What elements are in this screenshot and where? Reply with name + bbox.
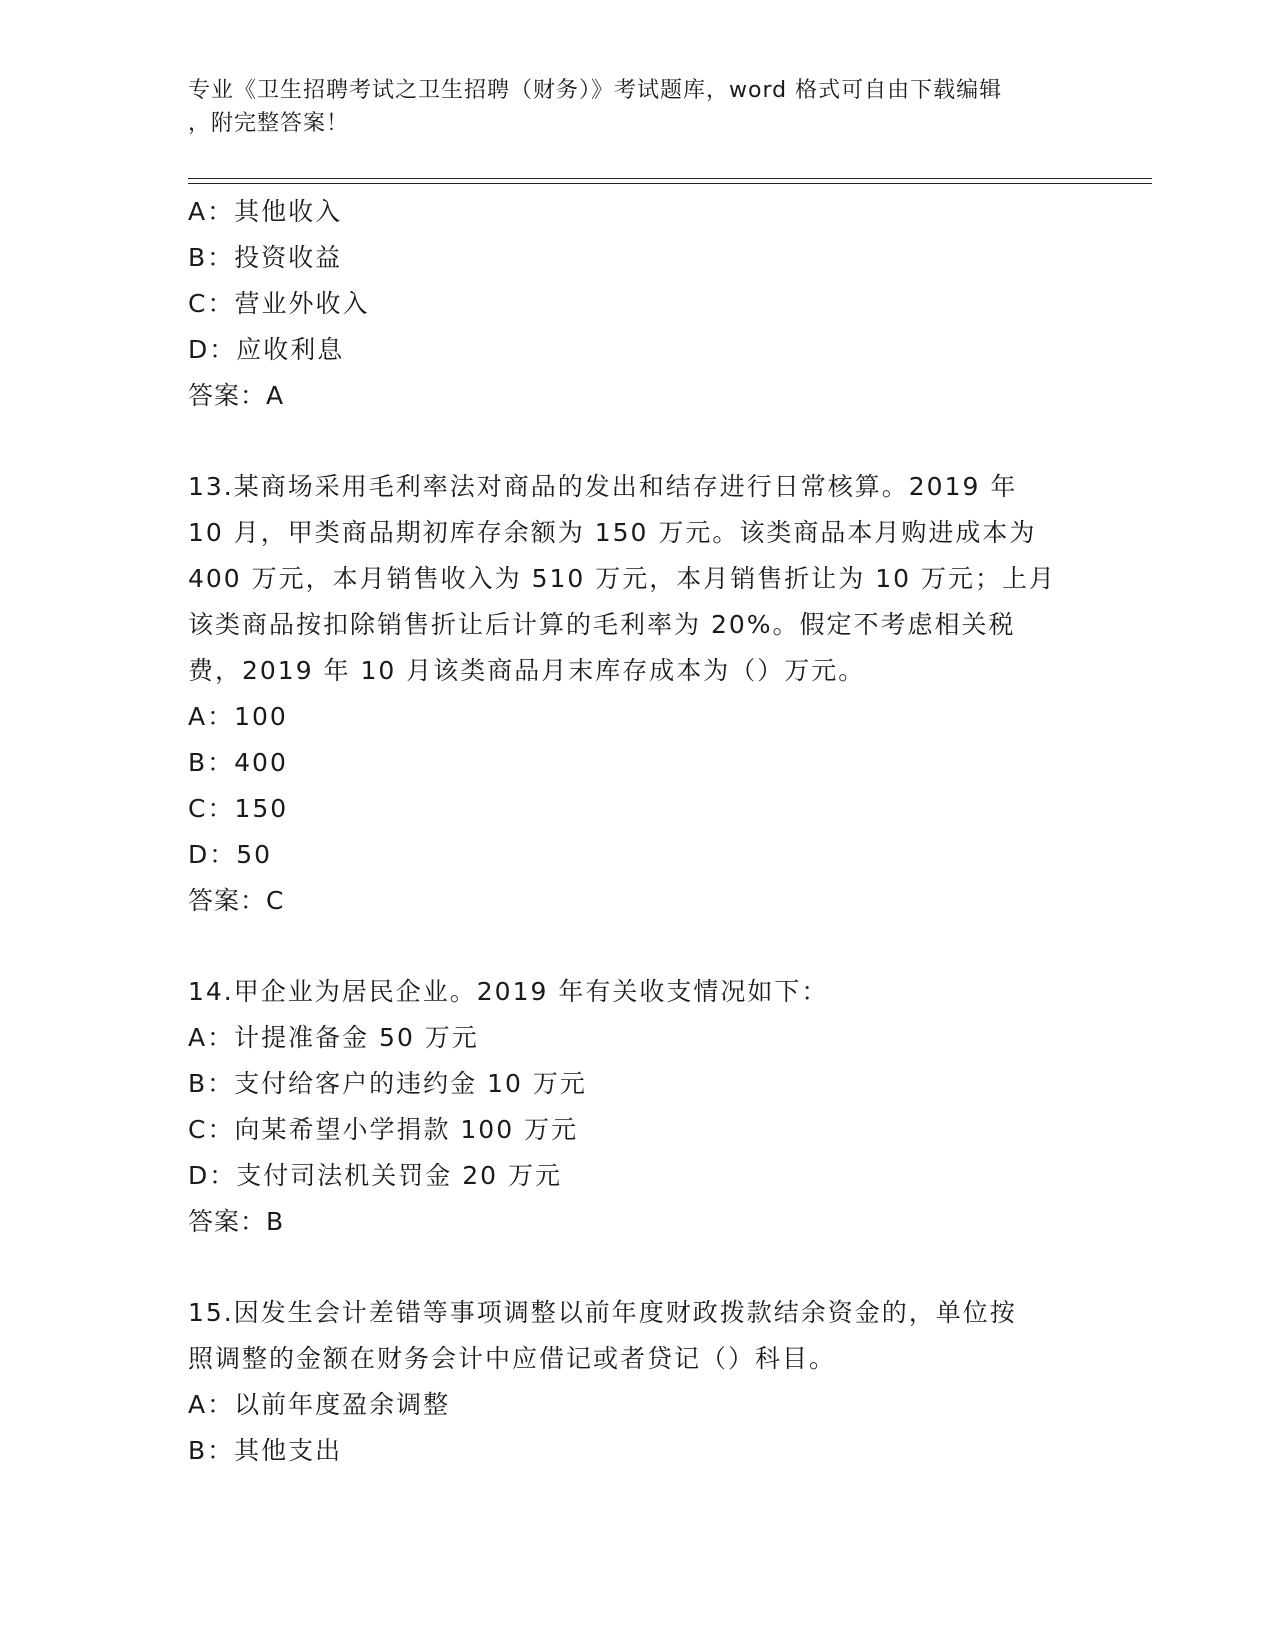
document-header	[188, 74, 1068, 140]
question-12	[188, 189, 1088, 419]
document-body	[188, 189, 1088, 1474]
option-b: B：支付给客户的违约金 10 万元	[188, 1069, 587, 1098]
option-c: C：营业外收入	[188, 289, 370, 318]
spacer	[188, 1245, 1088, 1290]
spacer	[188, 924, 1088, 969]
question-text-line: 10 月，甲类商品期初库存余额为 150 万元。该类商品本月购进成本为	[188, 518, 1037, 547]
question-text-line: 15.因发生会计差错等事项调整以前年度财政拨款结余资金的，单位按	[188, 1298, 1017, 1327]
header-divider-bottom	[188, 183, 1152, 184]
answer: 答案：B	[188, 1207, 285, 1236]
question-text-line: 照调整的金额在财务会计中应借记或者贷记（）科目。	[188, 1344, 837, 1373]
option-b: B：投资收益	[188, 243, 343, 272]
question-text-line: 400 万元，本月销售收入为 510 万元，本月销售折让为 10 万元；上月	[188, 564, 1056, 593]
option-a: A：计提准备金 50 万元	[188, 1023, 479, 1052]
question-text-line: 费，2019 年 10 月该类商品月末库存成本为（）万元。	[188, 656, 866, 685]
spacer	[188, 419, 1088, 464]
option-a: A：其他收入	[188, 197, 343, 226]
option-b: B：其他支出	[188, 1436, 343, 1465]
question-15	[188, 1290, 1088, 1474]
question-14	[188, 969, 1088, 1245]
option-a: A：以前年度盈余调整	[188, 1390, 451, 1419]
header-line-1: 专业《卫生招聘考试之卫生招聘（财务）》考试题库，word 格式可自由下载编辑	[188, 78, 1003, 103]
question-text-line: 该类商品按扣除销售折让后计算的毛利率为 20%。假定不考虑相关税	[188, 610, 1016, 639]
header-line-2: ，附完整答案！	[188, 111, 350, 136]
option-d: D：50	[188, 840, 273, 869]
question-text-line: 14.甲企业为居民企业。2019 年有关收支情况如下：	[188, 977, 829, 1006]
option-d: D：支付司法机关罚金 20 万元	[188, 1161, 562, 1190]
answer: 答案：C	[188, 886, 285, 915]
option-a: A：100	[188, 702, 288, 731]
answer: 答案：A	[188, 381, 285, 410]
option-d: D：应收利息	[188, 335, 345, 364]
option-b: B：400	[188, 748, 288, 777]
option-c: C：向某希望小学捐款 100 万元	[188, 1115, 579, 1144]
question-text-line: 13.某商场采用毛利率法对商品的发出和结存进行日常核算。2019 年	[188, 472, 1018, 501]
option-c: C：150	[188, 794, 289, 823]
header-divider-top	[188, 178, 1152, 179]
question-13	[188, 464, 1088, 924]
